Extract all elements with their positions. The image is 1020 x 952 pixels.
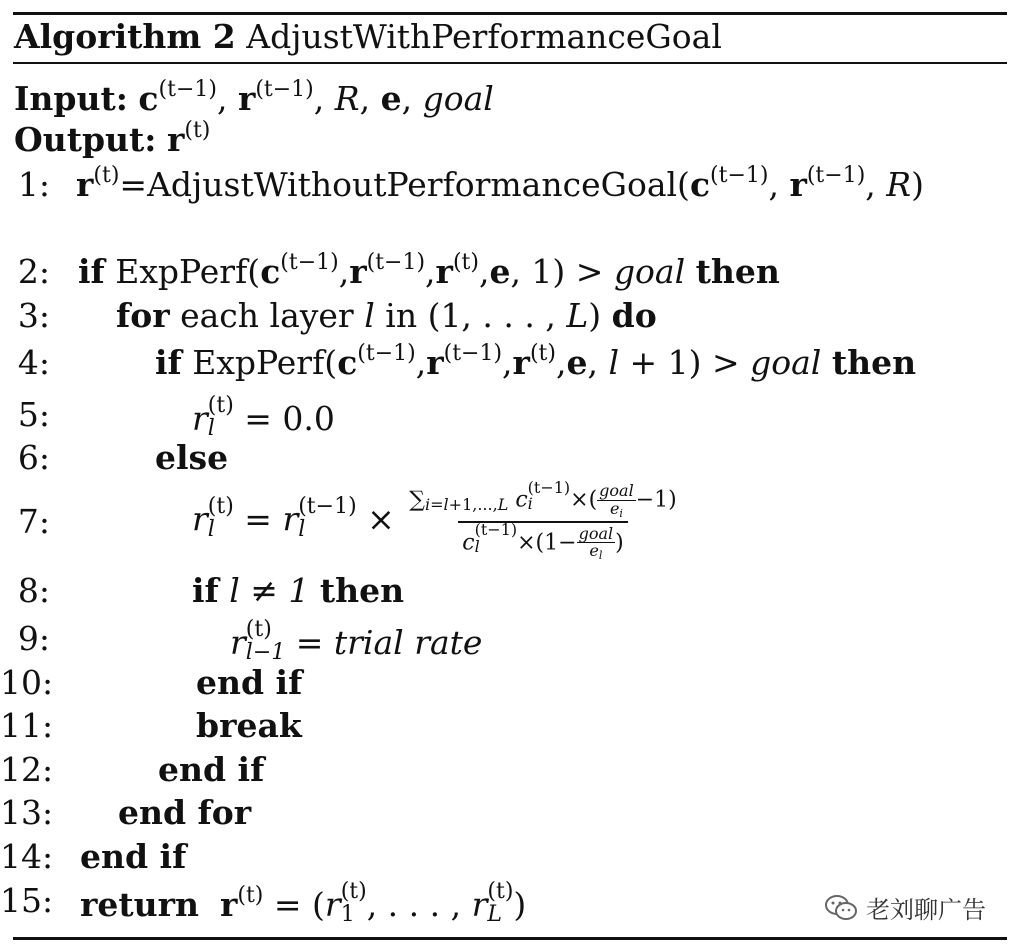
top-rule <box>13 12 1007 15</box>
update-fraction: $\sum_{i=l+1,...,L}$ c (t−1) i ×( goal $e_i$ −1) c (t−1) l ×(1− goal $e_l$ ) <box>409 477 677 563</box>
bottom-rule <box>13 937 1007 940</box>
algorithm-title <box>14 17 722 56</box>
algorithm-label: Algorithm 2 <box>14 17 236 56</box>
watermark <box>824 890 986 925</box>
header-rule <box>13 62 1007 64</box>
output-line: Output: $r^{(t)}$ <box>14 118 211 159</box>
input-keyword: Input: <box>14 79 128 118</box>
watermark-text: 老刘聊广告 <box>866 896 986 924</box>
output-keyword: Output: <box>14 120 157 159</box>
input-line: Input: $c^{(t-1)}$, $r^{(t-1)}$, R, e, goal <box>14 77 494 118</box>
wechat-icon <box>824 893 858 923</box>
algorithm-name: AdjustWithPerformanceGoal <box>246 17 722 56</box>
